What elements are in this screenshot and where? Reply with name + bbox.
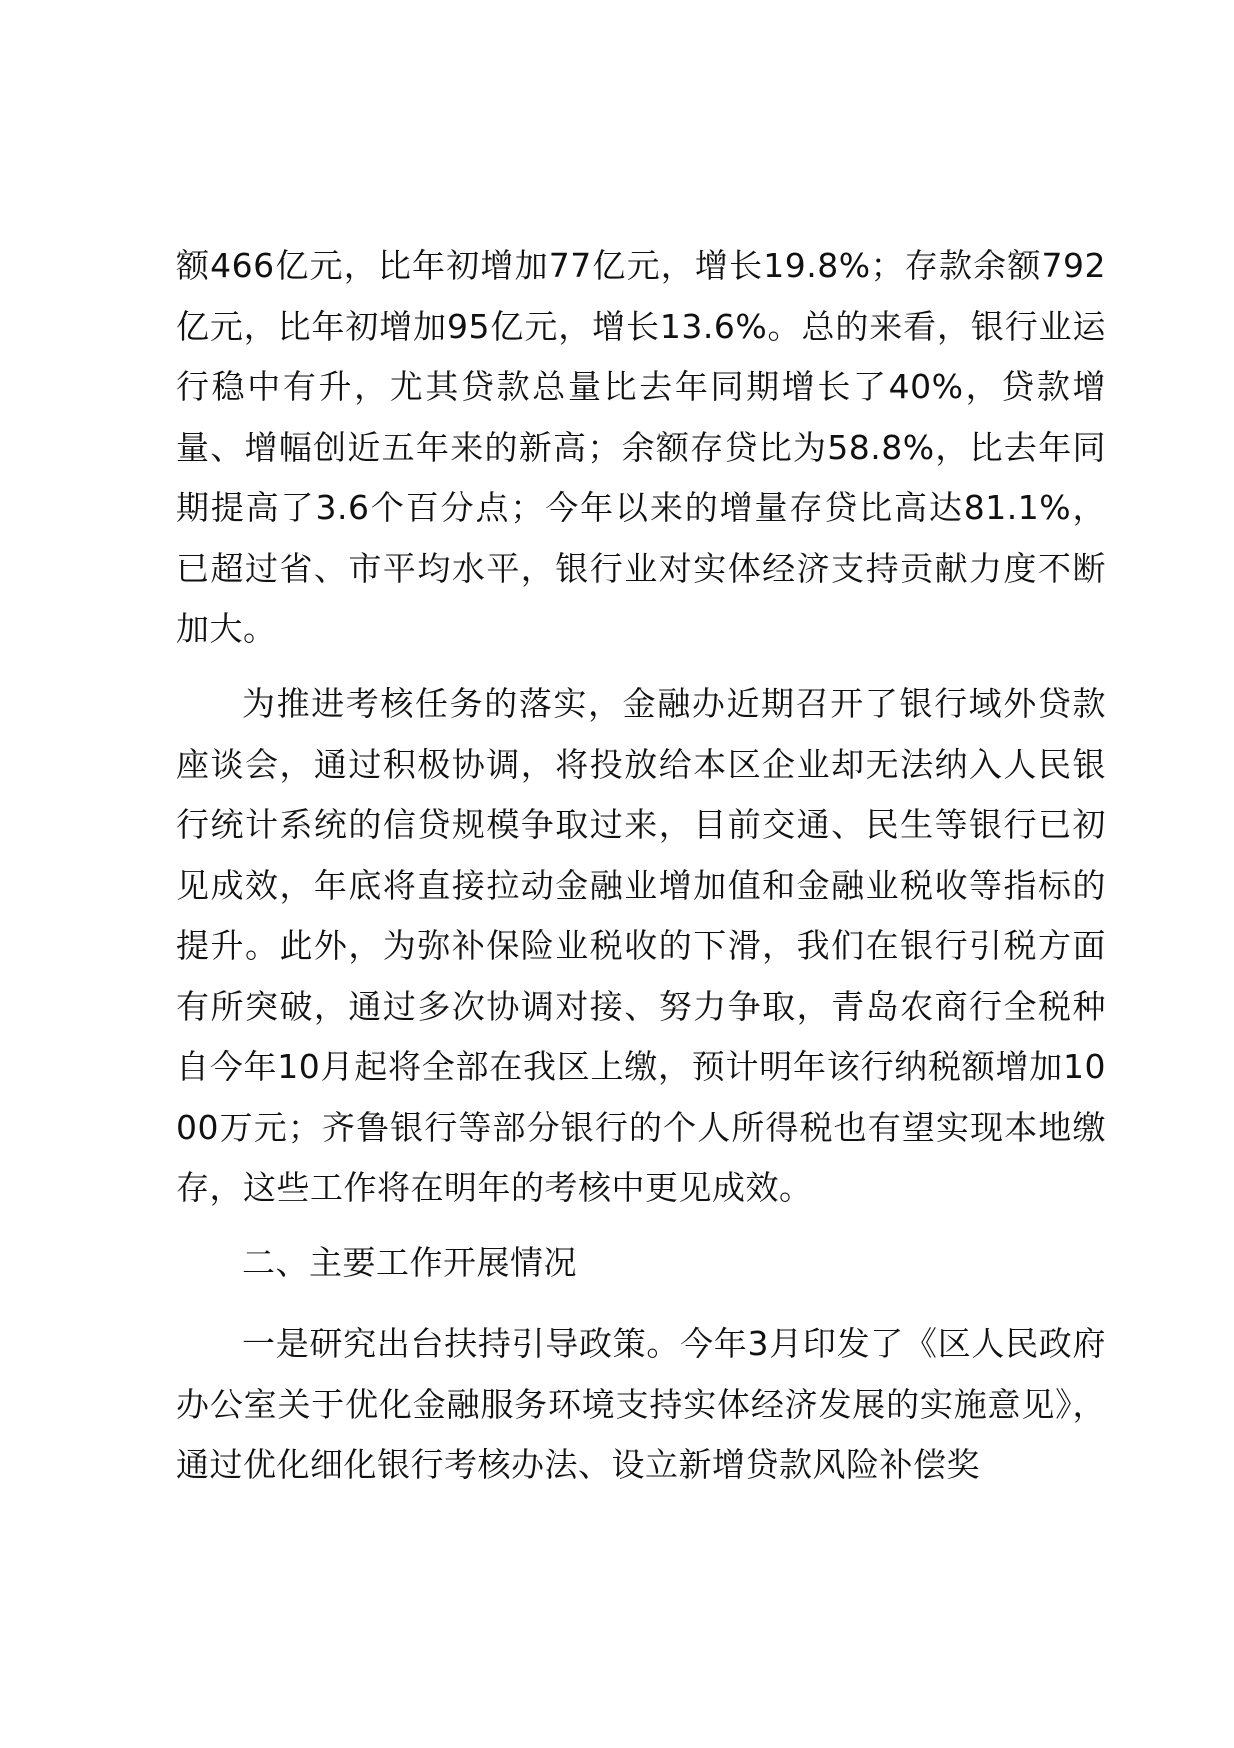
body-paragraph-assessment-tasks: 为推进考核任务的落实，金融办近期召开了银行域外贷款座谈会，通过积极协调，将投放给本区企业却无法纳入人民银行统计系统的信贷规模争取过来，目前交通、民生等银行已初见成效，年底将直接拉动金融业增加值和金融业税收等指标的提升。此外，为弥补保险业税收的下滑，我们在银行引税方面有所突破，通过多次协调对接、努力争取，青岛农商行全税种自今年10月起将全部在我区上缴，预计明年该行纳税额增加1000万元；齐鲁银行等部分银行的个人所得税也有望实现本地缴存，这些工作将在明年的考核中更见成效。 <box>176 684 1106 1207</box>
body-paragraph-banking-statistics: 额466亿元，比年初增加77亿元，增长19.8%；存款余额792亿元，比年初增加95亿元，增长13.6%。总的来看，银行业运行稳中有升，尤其贷款总量比去年同期增长了40%，贷款增量、增幅创近五年来的新高；余额存贷比为58.8%，比去年同期提高了3.6个百分点；今年以来的增量存贷比高达81.1%，已超过省、市平均水平，银行业对实体经济支持贡献力度不断加大。 <box>176 246 1106 648</box>
section-heading-main-work: 二、主要工作开展情况 <box>242 1243 577 1282</box>
body-paragraph-policy-support: 一是研究出台扶持引导政策。今年3月印发了《区人民政府办公室关于优化金融服务环境支持实体经济发展的实施意见》，通过优化细化银行考核办法、设立新增贷款风险补偿奖 <box>176 1324 1106 1484</box>
